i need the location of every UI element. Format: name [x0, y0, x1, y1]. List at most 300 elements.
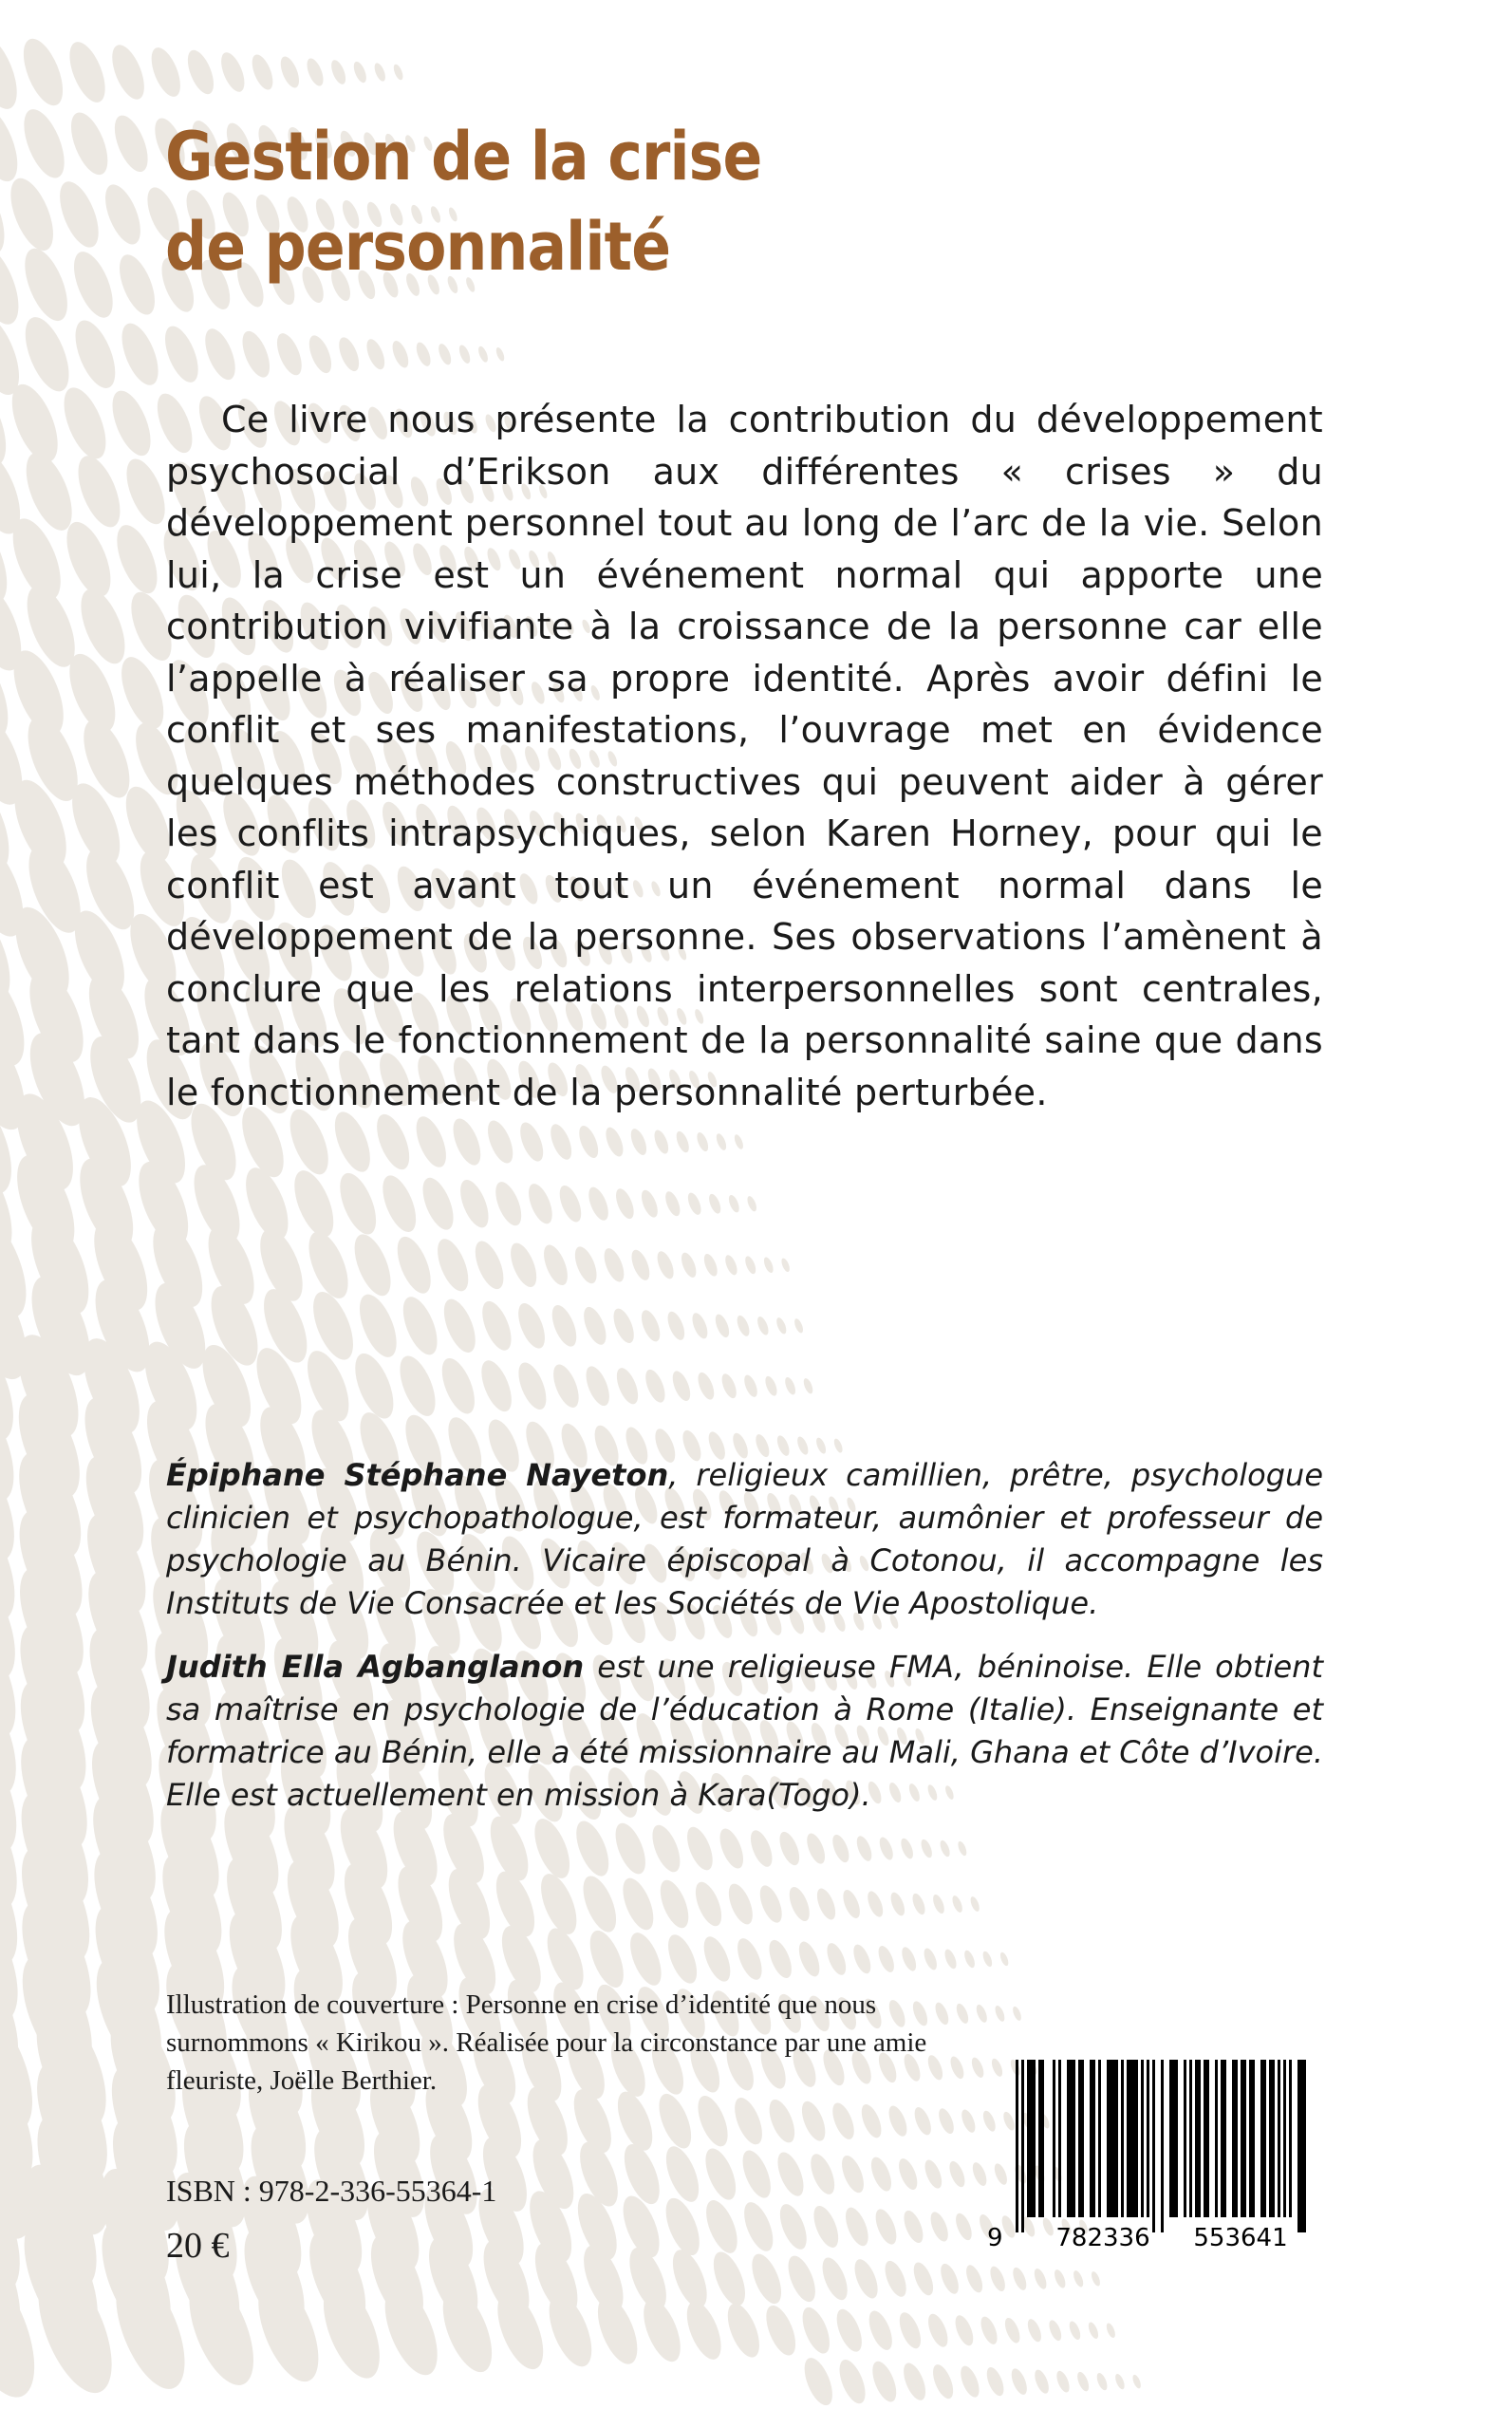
background-dot — [733, 1133, 745, 1150]
background-dot — [1032, 2267, 1049, 2290]
barcode-bar — [1021, 2060, 1024, 2232]
background-dot — [888, 1891, 907, 1918]
background-dot — [16, 243, 76, 327]
background-dot — [108, 111, 155, 177]
background-dot — [900, 2208, 926, 2246]
barcode-bar — [1172, 2060, 1175, 2217]
background-dot — [63, 37, 113, 107]
background-dot — [868, 2358, 901, 2404]
barcode-bar — [1235, 2060, 1238, 2217]
background-dot — [347, 1348, 401, 1423]
barcode-bar — [1030, 2060, 1033, 2217]
background-dot — [858, 2101, 886, 2140]
background-dot — [16, 311, 78, 398]
background-dot — [438, 1295, 482, 1356]
background-dot — [533, 1869, 584, 1939]
background-dot — [513, 1299, 550, 1352]
background-dot — [638, 1308, 663, 1344]
background-dot — [666, 2245, 714, 2312]
background-dot — [795, 1435, 811, 1456]
author-name: Épiphane Stéphane Nayeton — [166, 1457, 669, 1493]
background-dot — [396, 1292, 443, 1359]
barcode-bar — [1141, 2060, 1144, 2217]
background-dot — [376, 1171, 422, 1237]
background-dot — [756, 1316, 771, 1337]
background-dot — [304, 56, 327, 88]
background-dot — [780, 1257, 792, 1273]
background-dot — [695, 1130, 710, 1152]
background-dot — [570, 1243, 601, 1286]
background-dot — [655, 1877, 695, 1932]
background-dot — [871, 2206, 901, 2247]
barcode-bar — [1115, 2060, 1118, 2217]
background-dot — [799, 2354, 838, 2409]
background-dot — [16, 103, 73, 183]
isbn: ISBN : 978-2-336-55364-1 — [166, 2174, 497, 2208]
background-dot — [715, 1132, 729, 1151]
barcode-bar — [1260, 2060, 1263, 2217]
background-dot — [764, 2096, 800, 2146]
background-dot — [685, 1191, 703, 1217]
background-dot — [628, 1247, 654, 1282]
background-dot — [937, 2261, 961, 2296]
background-dot — [895, 2156, 921, 2192]
barcode-bar — [1053, 2060, 1055, 2217]
background-dot — [674, 1130, 691, 1154]
background-dot — [877, 1836, 896, 1862]
background-dot — [1032, 2368, 1052, 2396]
background-dot — [579, 1304, 610, 1348]
background-dot — [248, 52, 277, 93]
background-dot — [729, 2094, 768, 2148]
barcode-bar — [1016, 2060, 1018, 2232]
background-dot — [67, 315, 123, 394]
background-dot — [963, 2263, 986, 2295]
background-dot — [549, 1361, 585, 1411]
background-dot — [476, 1356, 518, 1415]
background-dot — [922, 2157, 945, 2191]
background-dot — [854, 1834, 875, 1863]
price: 20 € — [166, 2226, 230, 2266]
barcode-bar — [1249, 2060, 1252, 2217]
background-dot — [707, 1192, 723, 1215]
background-dot — [547, 1121, 576, 1162]
background-dot — [840, 1888, 864, 1921]
background-dot — [952, 2313, 977, 2348]
background-dot — [455, 1176, 495, 1231]
background-dot — [277, 54, 303, 90]
background-dot — [1053, 2269, 1068, 2289]
background-dot — [105, 41, 150, 104]
background-dot — [55, 382, 114, 464]
background-dot — [899, 2360, 929, 2402]
barcode-bar — [1263, 2060, 1266, 2217]
background-dot — [1055, 2369, 1073, 2394]
background-dot — [1067, 2320, 1082, 2342]
background-dot — [69, 450, 128, 532]
background-dot — [1008, 2366, 1030, 2397]
background-dot — [969, 1895, 981, 1913]
background-dot — [627, 1127, 649, 1157]
background-dot — [624, 1929, 667, 1989]
barcode-bar — [1127, 2060, 1129, 2217]
background-dot — [719, 1372, 739, 1400]
background-dot — [15, 33, 70, 111]
background-dot — [539, 1242, 572, 1288]
background-dot — [746, 2250, 787, 2307]
barcode-bar — [1198, 2060, 1201, 2217]
barcode-bar — [1215, 2060, 1218, 2217]
background-dot — [457, 344, 473, 364]
background-dot — [617, 1874, 660, 1933]
background-dot — [841, 2204, 872, 2249]
title-line-2: de personnalité — [165, 208, 671, 286]
background-dot — [978, 2314, 1000, 2346]
barcode-bar — [1147, 2060, 1149, 2217]
background-dot — [66, 247, 121, 324]
background-dot — [410, 1112, 452, 1171]
background-dot — [983, 2365, 1007, 2399]
background-dot — [765, 1937, 796, 1981]
background-dot — [746, 1195, 758, 1213]
background-dot — [701, 1252, 719, 1278]
background-dot — [899, 1945, 919, 1972]
background-dot — [431, 1235, 474, 1296]
background-dot — [929, 2362, 958, 2401]
background-dot — [987, 2265, 1008, 2294]
background-dot — [414, 341, 434, 368]
author-description: , religieux camillien, prêtre, psychologue clinicien et psychopathologue, est formateur, aumônier et professeur de psychologie au Bénin. Vicaire épiscopal à Cotonou, il accompagne les Instituts de Vie Consacrée et les Sociétés de Vie Apostolique. — [166, 1457, 1323, 1621]
barcode-bar — [1272, 2060, 1275, 2217]
background-dot — [659, 2194, 706, 2260]
background-dot — [817, 2254, 852, 2304]
background-dot — [834, 2356, 870, 2407]
background-dot — [476, 1298, 517, 1354]
barcode-bar — [1297, 2060, 1300, 2232]
background-dot — [495, 346, 506, 363]
barcode-bar — [1033, 2060, 1036, 2217]
background-dot — [946, 2159, 968, 2190]
background-dot — [931, 1893, 946, 1914]
background-dot — [936, 2106, 957, 2136]
background-dot — [831, 2306, 867, 2355]
background-dot — [783, 2252, 821, 2306]
background-dot — [119, 454, 173, 530]
barcode-bar — [1232, 2060, 1235, 2217]
background-dot — [832, 1437, 844, 1453]
background-dot — [865, 1889, 887, 1919]
background-dot — [886, 2103, 911, 2138]
background-dot — [911, 2105, 934, 2138]
background-dot — [1090, 2270, 1102, 2288]
author-description: est une religieuse FMA, béninoise. Elle obtient sa maîtrise en psychologie de l’éducation à Rome (Italie). Enseignante et formatrice au Bénin, elle a été missionnaire au Mali, Ghana et Côte d’Ivoire. Elle est actuellement en mission à Kara(Togo). — [166, 1649, 1324, 1813]
background-dot — [448, 1115, 487, 1169]
illustration-credit: Illustration de couverture : Personne en crise d’identité que nous surnommons « Kirikou ». Réalisée pour la circonstance par une amie fleuriste, Joëlle Berthier. — [166, 1989, 927, 2096]
background-dot — [723, 1254, 739, 1277]
background-dot — [513, 1359, 551, 1413]
background-dot — [52, 177, 106, 252]
background-dot — [741, 1373, 759, 1399]
background-dot — [981, 1951, 994, 1969]
background-dot — [347, 1229, 399, 1300]
background-dot — [272, 330, 307, 379]
background-dot — [695, 1371, 718, 1402]
barcode-bar — [1252, 2060, 1255, 2217]
barcode-digit-first: 9 — [987, 2224, 1003, 2250]
background-dot — [756, 1882, 786, 1926]
author-bio — [166, 1646, 1323, 1817]
barcode-bar — [1161, 2060, 1164, 2232]
background-dot — [738, 2198, 779, 2255]
background-dot — [0, 168, 14, 260]
background-dot — [927, 2210, 952, 2244]
barcode-bar — [1073, 2060, 1075, 2217]
background-dot — [112, 250, 161, 319]
background-dot — [352, 1289, 404, 1362]
barcode-bar — [1243, 2060, 1246, 2217]
background-dot — [721, 2299, 766, 2362]
barcode-bar — [1078, 2060, 1081, 2217]
background-dot — [881, 2258, 910, 2300]
barcode-bar — [1206, 2060, 1209, 2217]
background-dot — [785, 1884, 813, 1924]
background-dot — [436, 342, 453, 366]
barcode-bar — [1303, 2060, 1306, 2232]
barcode-bar — [1169, 2060, 1172, 2217]
background-dot — [638, 1188, 661, 1220]
background-dot — [875, 1944, 897, 1974]
background-dot — [837, 2153, 868, 2195]
barcode — [987, 2060, 1329, 2250]
barcode-bar — [1038, 2060, 1041, 2217]
background-dot — [335, 335, 363, 374]
background-dot — [775, 2200, 812, 2252]
background-dot — [305, 332, 336, 376]
background-dot — [762, 1256, 775, 1274]
barcode-bar — [1223, 2060, 1226, 2217]
background-dot — [700, 2196, 743, 2258]
background-dot — [389, 339, 412, 370]
book-summary: Ce livre nous présente la contribution du développement psychosocial d’Erikson aux différentes « crises » du développement personnel tout au long de l’arc de la vie. Selon lui, la crise est un événement normal qui apporte une contribution vivifiante à la croissance de la personne car elle l’appelle à réaliser sa propre identité. Après avoir défini le conflit et ses manifestations, l’ouvrage met en évidence quelques méthodes constructives qui peuvent aider à gérer les conflits intrapsychiques, selon Karen Horney, pour qui le conflit est avant tout un événement normal dans le développement de la personne. Ses observations l’amènent à conclure que les relations interpersonnelles sont centrales, tant dans le fonctionnement de la personnalité saine que dans le fonctionnement de la personnalité perturbée. — [166, 399, 1323, 1113]
background-dot — [524, 1181, 557, 1227]
background-dot — [328, 58, 348, 86]
background-dot — [793, 1317, 805, 1335]
background-dot — [0, 239, 28, 331]
background-dot — [555, 1183, 586, 1225]
background-dot — [850, 2256, 883, 2302]
background-dot — [603, 1125, 626, 1159]
background-dot — [1010, 2266, 1029, 2292]
background-dot — [581, 1363, 613, 1409]
background-dot — [351, 60, 368, 84]
background-dot — [760, 2302, 801, 2360]
background-dot — [794, 1939, 823, 1980]
background-dot — [802, 1377, 814, 1395]
background-dot — [1011, 2006, 1022, 2022]
background-dot — [868, 2155, 896, 2194]
barcode-bar — [1300, 2060, 1303, 2232]
background-dot — [0, 100, 27, 187]
background-dot — [953, 2211, 976, 2242]
background-dot — [733, 1935, 767, 1984]
background-dot — [775, 1317, 788, 1335]
background-dot — [470, 1237, 510, 1293]
background-dot — [689, 1311, 710, 1340]
background-dot — [699, 1933, 736, 1986]
background-dot — [707, 2248, 752, 2310]
background-dot — [999, 1951, 1010, 1968]
background-dot — [814, 1436, 828, 1455]
background-dot — [700, 2144, 742, 2204]
background-dot — [809, 2202, 843, 2250]
background-dot — [600, 1245, 627, 1284]
background-dot — [391, 1232, 438, 1298]
background-dot — [617, 2139, 666, 2209]
background-dot — [476, 345, 490, 363]
barcode-bar — [1067, 2060, 1070, 2217]
background-dot — [104, 385, 159, 460]
background-dot — [969, 2056, 986, 2080]
barcode-bar — [1132, 2060, 1135, 2217]
background-dot — [393, 1352, 442, 1421]
background-dot — [727, 1194, 741, 1214]
background-dot — [575, 1123, 602, 1160]
background-dot — [372, 62, 387, 83]
background-dot — [505, 1240, 541, 1291]
background-dot — [692, 2092, 734, 2151]
background-dot — [690, 1878, 726, 1930]
background-dot — [392, 63, 405, 81]
background-dot — [910, 2260, 938, 2298]
background-dot — [957, 1840, 969, 1858]
background-dot — [773, 2149, 809, 2200]
background-dot — [654, 1249, 677, 1281]
barcode-bar — [1121, 2060, 1124, 2217]
background-dot — [1072, 2269, 1085, 2288]
background-dot — [962, 1949, 977, 1969]
background-dot — [783, 1376, 797, 1396]
background-dot — [417, 1173, 459, 1233]
background-dot — [724, 1880, 757, 1928]
background-dot — [332, 1168, 383, 1240]
barcode-bar — [1081, 2060, 1084, 2217]
background-dot — [922, 1947, 940, 1971]
background-dot — [109, 519, 166, 598]
background-dot — [763, 1374, 779, 1397]
barcode-bar — [1278, 2060, 1280, 2217]
background-dot — [159, 322, 205, 387]
background-dot — [737, 2147, 776, 2202]
background-dot — [287, 1166, 342, 1242]
background-dot — [823, 1940, 849, 1977]
background-dot — [64, 107, 115, 179]
background-dot — [1087, 2321, 1100, 2340]
background-dot — [680, 2297, 728, 2364]
barcode-group-2: 553641 — [1193, 2224, 1288, 2250]
background-dot — [660, 2142, 705, 2207]
background-dot — [1113, 2373, 1126, 2391]
background-dot — [950, 1895, 964, 1914]
background-dot — [1025, 2317, 1044, 2344]
background-dot — [364, 337, 388, 372]
barcode-bar — [1283, 2060, 1286, 2217]
barcode-bar — [1090, 2060, 1092, 2217]
background-dot — [806, 2151, 839, 2197]
background-dot — [735, 1314, 752, 1337]
barcode-bars — [1016, 2060, 1306, 2232]
barcode-bar — [1027, 2060, 1030, 2217]
background-dot — [98, 179, 147, 249]
background-dot — [651, 1129, 671, 1156]
background-dot — [895, 2309, 924, 2351]
barcode-bar — [1184, 2060, 1186, 2217]
background-dot — [113, 651, 172, 734]
background-dot — [743, 1255, 757, 1276]
background-dot — [612, 1186, 637, 1222]
background-dot — [813, 1886, 839, 1922]
background-dot — [797, 2098, 831, 2143]
background-dot — [199, 325, 241, 383]
author-bios — [166, 1454, 1323, 1838]
book-title — [165, 112, 761, 292]
background-dot — [609, 1306, 638, 1346]
background-dot — [216, 49, 249, 95]
background-dot — [939, 1839, 952, 1858]
barcode-bar — [1135, 2060, 1138, 2217]
background-dot — [974, 2003, 989, 2024]
barcode-bar — [1092, 2060, 1095, 2217]
background-dot — [669, 1369, 694, 1404]
background-dot — [959, 2108, 978, 2135]
author-bio — [166, 1454, 1323, 1625]
background-dot — [115, 319, 166, 390]
background-dot — [515, 1119, 548, 1165]
background-dot — [0, 29, 26, 115]
background-dot — [713, 1313, 732, 1339]
barcode-bar — [1041, 2060, 1044, 2217]
background-dot — [910, 1892, 927, 1916]
background-dot — [583, 1926, 630, 1992]
background-dot — [370, 1110, 416, 1173]
background-dot — [483, 1117, 518, 1167]
barcode-bar — [1112, 2060, 1115, 2217]
background-dot — [899, 1837, 916, 1860]
background-dot — [1131, 2374, 1143, 2390]
barcode-bar — [1241, 2060, 1243, 2217]
background-dot — [664, 1309, 688, 1342]
background-dot — [1105, 2322, 1117, 2339]
barcode-bar — [1129, 2060, 1132, 2217]
background-dot — [491, 1178, 527, 1228]
background-dot — [663, 1931, 702, 1987]
barcode-bar — [1110, 2060, 1112, 2217]
background-dot — [850, 1942, 874, 1976]
background-dot — [957, 2363, 982, 2400]
barcode-bar — [1098, 2060, 1101, 2217]
background-dot — [145, 44, 186, 101]
barcode-bar — [1058, 2060, 1061, 2217]
barcode-bar — [1189, 2060, 1192, 2217]
background-dot — [237, 327, 275, 381]
background-dot — [1075, 2370, 1092, 2393]
background-dot — [797, 2304, 835, 2357]
background-dot — [436, 1354, 481, 1418]
background-dot — [1002, 2316, 1023, 2345]
barcode-bar — [1070, 2060, 1073, 2217]
background-dot — [993, 2005, 1006, 2023]
background-dot — [829, 2100, 859, 2142]
background-dot — [301, 1226, 356, 1303]
